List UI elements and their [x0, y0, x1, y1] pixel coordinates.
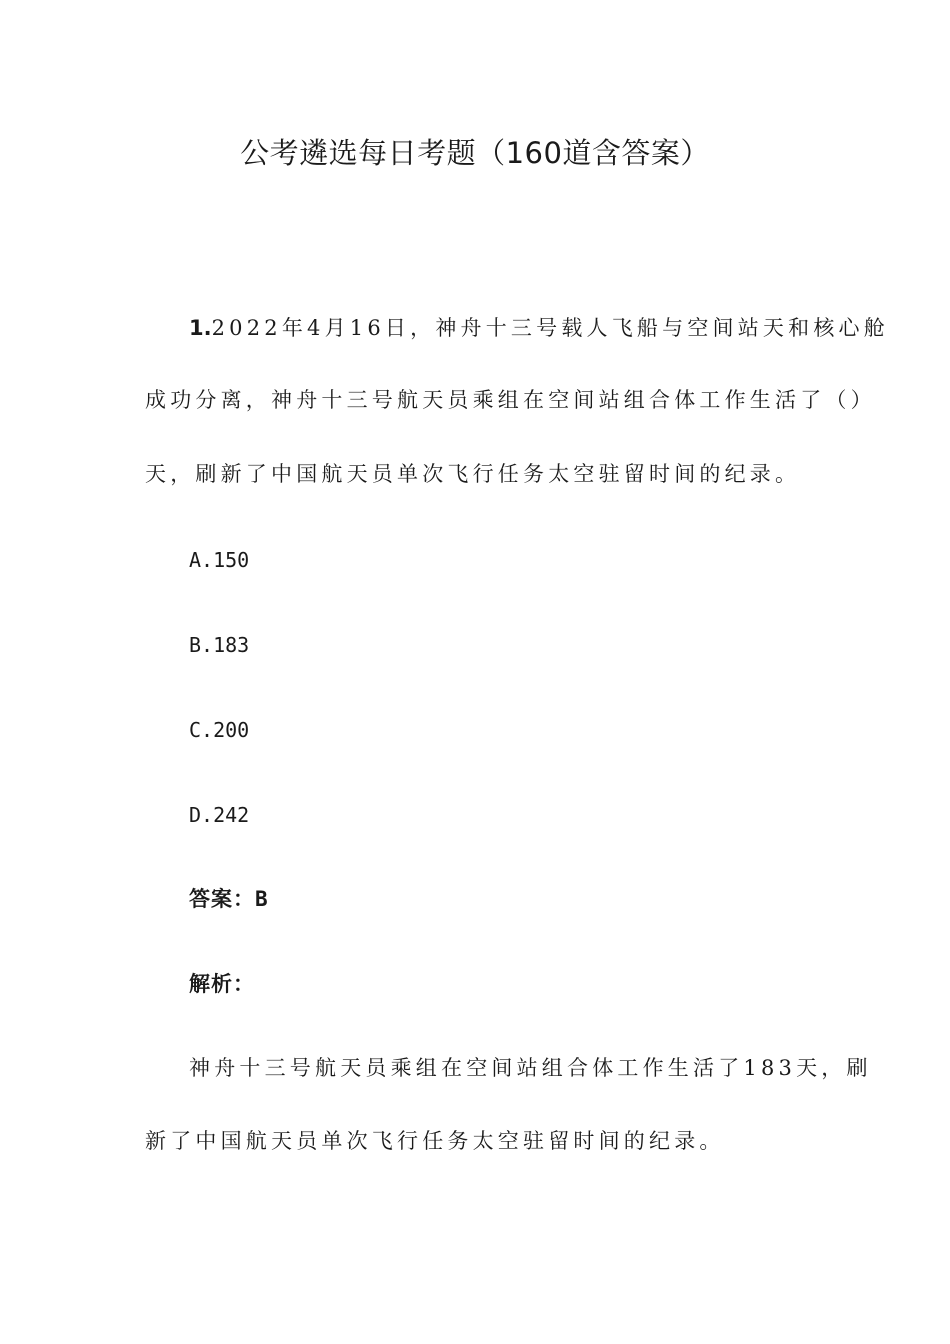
question-stem-line-3: 天，刷新了中国航天员单次飞行任务太空驻留时间的纪录。 — [145, 462, 801, 486]
answer-value: B — [255, 887, 272, 911]
answer-line — [189, 884, 272, 914]
question-number: 1. — [189, 316, 212, 340]
option-c: C.200 — [189, 718, 250, 742]
answer-label: 答案： — [189, 887, 255, 911]
document-title: 公考遴选每日考题（160道含答案） — [240, 136, 710, 170]
option-a: A.150 — [189, 548, 250, 572]
analysis-line-1: 神舟十三号航天员乘组在空间站组合体工作生活了183天，刷 — [189, 1056, 872, 1080]
analysis-label: 解析： — [189, 972, 255, 996]
question-stem-line-2: 成功分离，神舟十三号航天员乘组在空间站组合体工作生活了（） — [145, 388, 876, 412]
option-d: D.242 — [189, 803, 250, 827]
question-stem-line-1 — [189, 313, 889, 343]
analysis-line-2: 新了中国航天员单次飞行任务太空驻留时间的纪录。 — [145, 1129, 725, 1153]
option-b: B.183 — [189, 633, 250, 657]
question-stem-text-1: 2022年4月16日，神舟十三号载人飞船与空间站天和核心舱 — [211, 316, 889, 340]
